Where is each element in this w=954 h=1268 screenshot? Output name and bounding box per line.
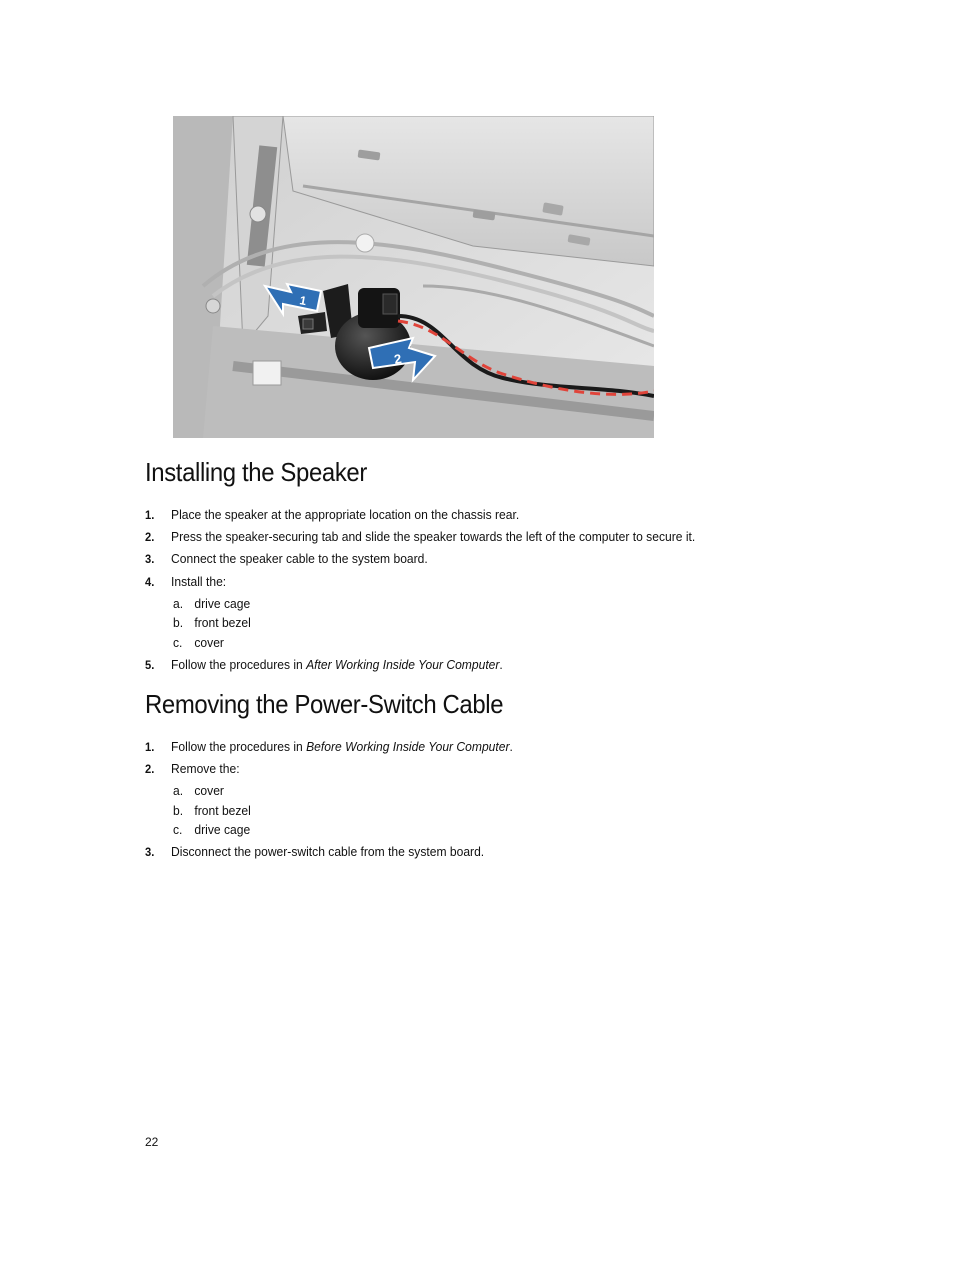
step-text: Remove the:: [171, 761, 240, 776]
after-working-link[interactable]: After Working Inside Your Computer: [306, 657, 500, 672]
callout-label-2: 2: [392, 350, 403, 367]
step-text: Connect the speaker cable to the system board.: [171, 551, 428, 566]
step-text: Follow the procedures in After Working Inside Your Computer.: [171, 657, 503, 672]
step-text: Follow the procedures in Before Working Inside Your Computer.: [171, 739, 513, 754]
before-working-link[interactable]: Before Working Inside Your Computer: [306, 739, 510, 754]
step-number: 1.: [145, 508, 155, 522]
step-text: Install the:: [171, 574, 227, 589]
substep-text: drive cage: [194, 596, 251, 611]
step-text: Place the speaker at the appropriate location on the chassis rear.: [171, 507, 520, 522]
substep-text: front bezel: [194, 803, 251, 818]
page-number: 22: [145, 1135, 159, 1149]
substep-letter: b.: [173, 615, 184, 630]
callout-label-1: 1: [298, 293, 308, 309]
step-number: 4.: [145, 575, 155, 589]
substep-letter: a.: [173, 783, 184, 798]
heading-installing-the-speaker: Installing the Speaker: [145, 457, 367, 487]
substep-letter: b.: [173, 803, 184, 818]
substep-text: drive cage: [194, 822, 251, 837]
chassis-illustration: [173, 116, 654, 438]
substep-text: front bezel: [194, 615, 251, 630]
substep-letter: c.: [173, 635, 183, 650]
substep-letter: a.: [173, 596, 184, 611]
step-number: 3.: [145, 552, 155, 566]
step-text: Disconnect the power-switch cable from the system board.: [171, 844, 485, 859]
step-number: 2.: [145, 762, 155, 776]
step-number: 1.: [145, 740, 155, 754]
step-text: Press the speaker-securing tab and slide the speaker towards the left of the computer to secure it.: [171, 529, 696, 544]
step-number: 2.: [145, 530, 155, 544]
step-number: 5.: [145, 658, 155, 672]
speaker-installation-photo: [173, 116, 654, 438]
substep-text: cover: [194, 635, 224, 650]
substep-text: cover: [194, 783, 224, 798]
step-number: 3.: [145, 845, 155, 859]
substep-letter: c.: [173, 822, 183, 837]
heading-removing-the-power-switch-cable: Removing the Power-Switch Cable: [145, 689, 504, 719]
